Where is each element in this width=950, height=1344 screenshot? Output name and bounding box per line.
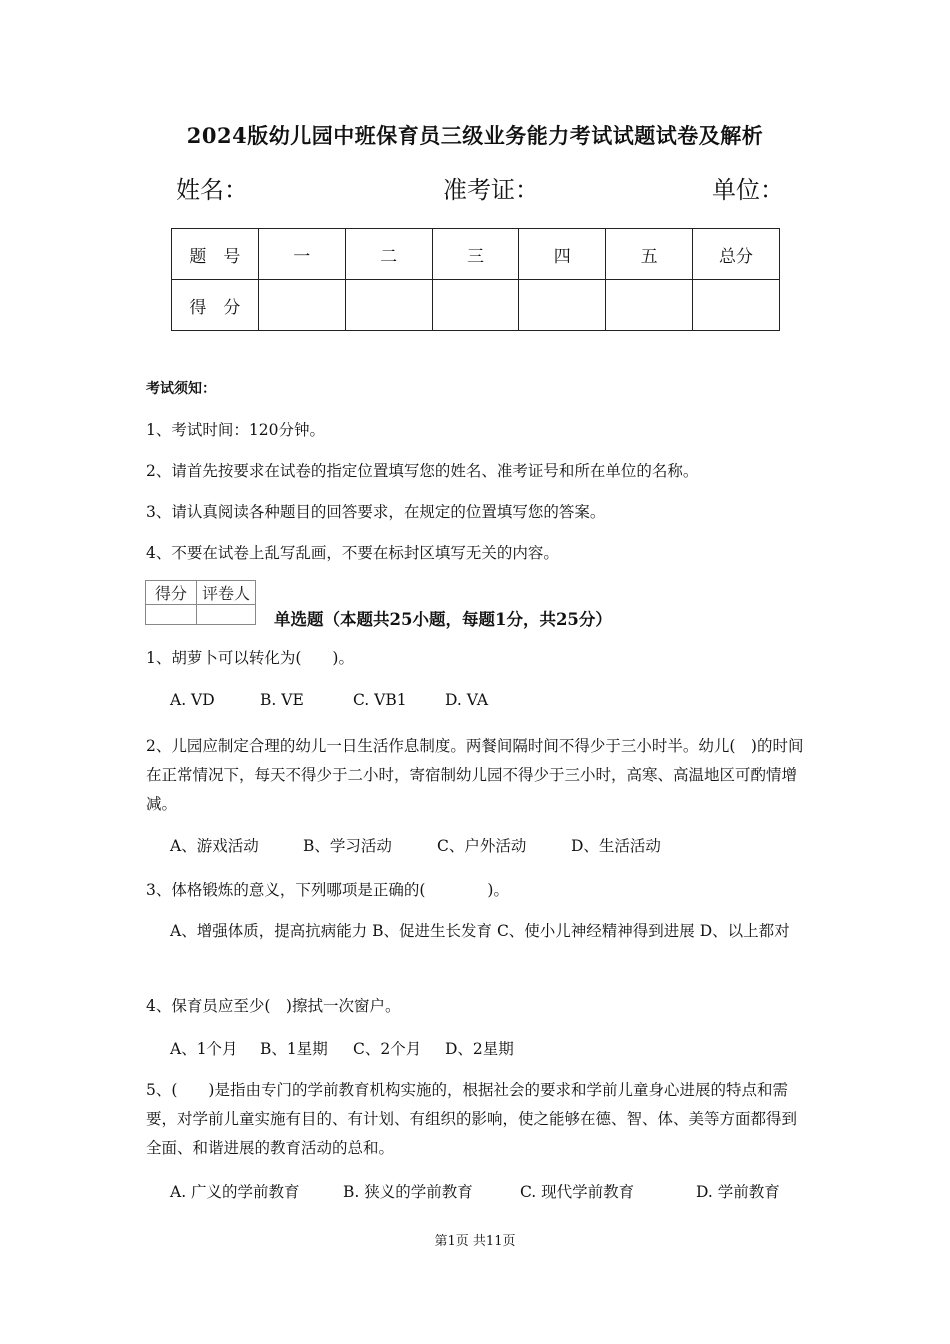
question-1-option-b: B. VE <box>260 691 304 709</box>
score-cell <box>693 280 780 331</box>
question-5-option-a: A. 广义的学前教育 <box>170 1183 300 1201</box>
page-footer: 第1页 共11页 <box>434 1234 516 1249</box>
grader-table-score-label: 得分 <box>146 581 197 605</box>
question-1-option-c: C. VB1 <box>353 691 407 709</box>
exam-number-field-label: 准考证： <box>443 176 539 204</box>
question-1: 1、胡萝卜可以转化为( )。 <box>146 649 354 667</box>
score-table-col-5: 五 <box>606 229 693 280</box>
score-table-header-label: 题 号 <box>172 229 259 280</box>
unit-field-label: 单位： <box>712 176 784 204</box>
question-5-option-d: D. 学前教育 <box>696 1183 780 1201</box>
document-title: 2024版幼儿园中班保育员三级业务能力考试试题试卷及解析 <box>186 123 764 148</box>
question-2-option-a: A、游戏活动 <box>170 837 259 855</box>
score-table-col-1: 一 <box>258 229 345 280</box>
score-table <box>171 228 780 331</box>
notice-title: 考试须知： <box>146 381 216 397</box>
grader-table-blank-cell <box>146 605 197 625</box>
question-4: 4、保育员应至少( )擦拭一次窗户。 <box>146 997 401 1015</box>
score-table-header-row <box>172 229 780 280</box>
question-2-option-d: D、生活活动 <box>571 837 661 855</box>
question-3: 3、体格锻炼的意义，下列哪项是正确的( )。 <box>146 881 509 899</box>
question-1-option-a: A. VD <box>170 691 215 709</box>
question-2-option-c: C、户外活动 <box>437 837 527 855</box>
score-cell <box>258 280 345 331</box>
grader-table <box>145 580 256 625</box>
grader-table-grader-label: 评卷人 <box>197 581 256 605</box>
name-field-label: 姓名： <box>176 176 248 204</box>
score-cell <box>606 280 693 331</box>
question-1-option-d: D. VA <box>445 691 489 709</box>
score-table-col-3: 三 <box>432 229 519 280</box>
question-3-options: A、增强体质，提高抗病能力 B、促进生长发育 C、使小儿神经精神得到进展 D、以上都对 <box>170 922 790 940</box>
question-4-option-b: B、1星期 <box>260 1040 328 1058</box>
grader-table-header-row <box>146 581 256 605</box>
score-table-score-label: 得 分 <box>172 280 259 331</box>
question-4-option-a: A、1个月 <box>170 1040 238 1058</box>
notice-item-3: 3、请认真阅读各种题目的回答要求，在规定的位置填写您的答案。 <box>146 503 606 521</box>
score-cell <box>345 280 432 331</box>
question-4-option-d: D、2星期 <box>445 1040 514 1058</box>
score-cell <box>519 280 606 331</box>
question-5-option-b: B. 狭义的学前教育 <box>343 1183 473 1201</box>
score-cell <box>432 280 519 331</box>
section-heading: 单选题（本题共25小题，每题1分，共25分） <box>274 610 612 629</box>
score-table-col-4: 四 <box>519 229 606 280</box>
notice-item-2: 2、请首先按要求在试卷的指定位置填写您的姓名、准考证号和所在单位的名称。 <box>146 462 699 480</box>
score-table-col-2: 二 <box>345 229 432 280</box>
grader-table-blank-row <box>146 605 256 625</box>
notice-item-4: 4、不要在试卷上乱写乱画，不要在标封区填写无关的内容。 <box>146 544 559 562</box>
notice-item-1: 1、考试时间：120分钟。 <box>146 421 325 439</box>
grader-table-blank-cell <box>197 605 256 625</box>
question-4-option-c: C、2个月 <box>353 1040 422 1058</box>
score-table-col-total: 总分 <box>693 229 780 280</box>
question-2: 2、儿园应制定合理的幼儿一日生活作息制度。两餐间隔时间不得少于三小时半。幼儿( )的时间在正常情况下，每天不得少于二小时，寄宿制幼儿园不得少于三小时，高寒、高温地区可酌情增减。 <box>146 737 804 813</box>
question-2-option-b: B、学习活动 <box>303 837 392 855</box>
question-5-option-c: C. 现代学前教育 <box>520 1183 635 1201</box>
question-5: 5、( )是指由专门的学前教育机构实施的，根据社会的要求和学前儿童身心进展的特点和需要，对学前儿童实施有目的、有计划、有组织的影响，使之能够在德、智、体、美等方面都得到全面、和谐进展的教育活动的总和。 <box>146 1081 798 1157</box>
score-table-score-row <box>172 280 780 331</box>
